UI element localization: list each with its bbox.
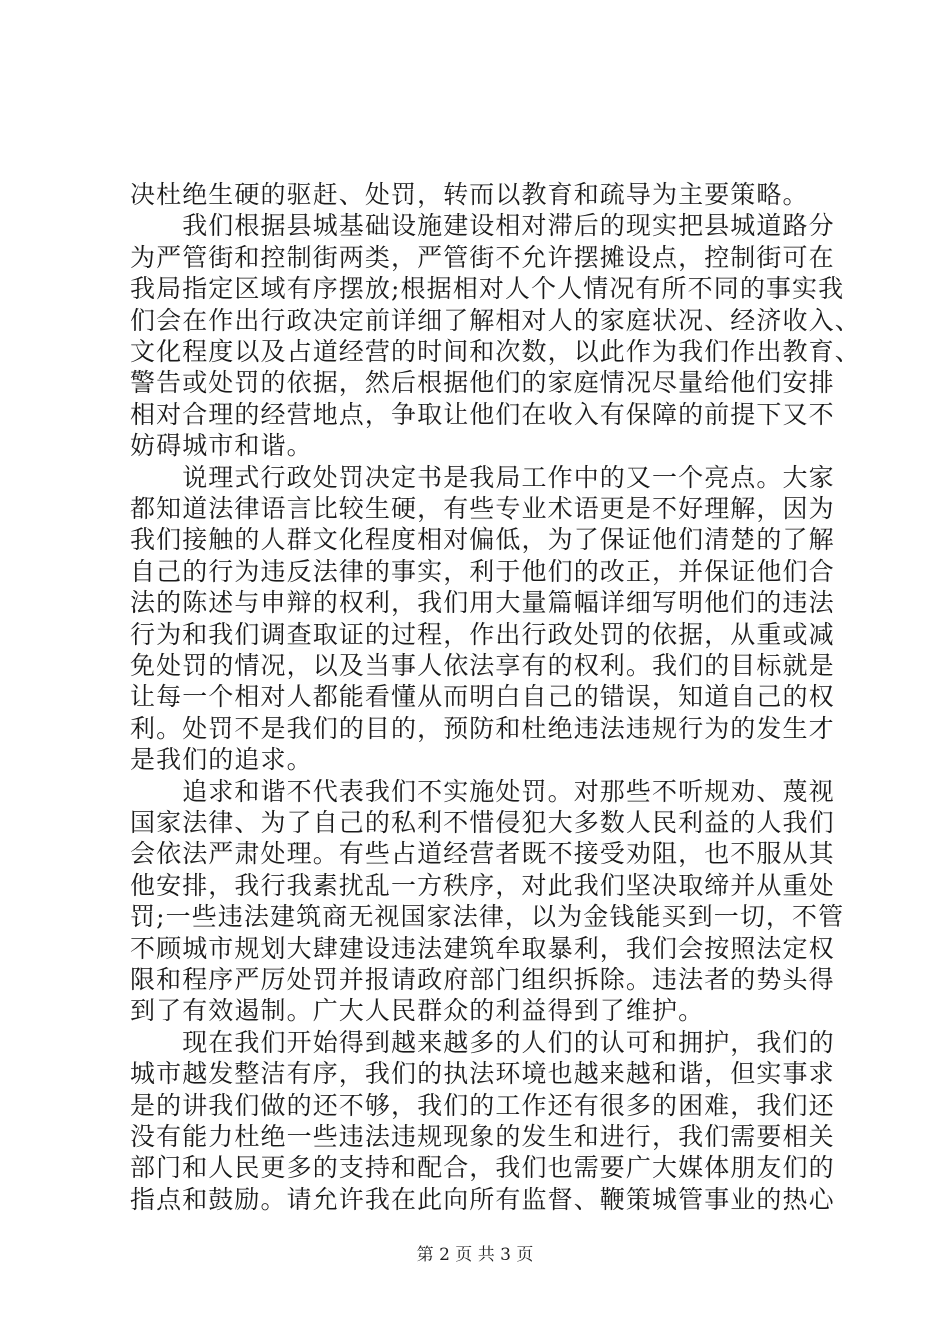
text-line: 警告或处罚的依据，然后根据他们的家庭情况尽量给他们安排	[130, 368, 835, 398]
text-line: 限和程序严厉处罚并报请政府部门组织拆除。违法者的势头得	[130, 965, 835, 994]
text-line: 我们接触的人群文化程度相对偏低，为了保证他们清楚的了解	[130, 525, 835, 555]
page-number-footer: 第 2 页 共 3 页	[416, 1245, 534, 1265]
text-line: 不顾城市规划大肆建设违法建筑牟取暴利，我们会按照法定权	[130, 933, 835, 963]
text-line: 会依法严肃处理。有些占道经营者既不接受劝阻，也不服从其	[130, 839, 835, 869]
text-line: 没有能力杜绝一些违法违规现象的发生和进行，我们需要相关	[130, 1122, 835, 1151]
text-line: 让每一个相对人都能看懂从而明白自己的错误，知道自己的权	[130, 682, 835, 712]
text-line: 部门和人民更多的支持和配合，我们也需要广大媒体朋友们的	[130, 1153, 835, 1183]
text-line: 利。处罚不是我们的目的，预防和杜绝违法违规行为的发生才	[130, 713, 835, 743]
text-line: 妨碍城市和谐。	[130, 431, 313, 461]
text-line: 他安排，我行我素扰乱一方秩序，对此我们坚决取缔并从重处	[130, 870, 835, 900]
text-line: 我们根据县城基础设施建设相对滞后的现实把县城道路分	[130, 211, 835, 241]
text-line: 说理式行政处罚决定书是我局工作中的又一个亮点。大家	[130, 462, 835, 492]
text-line: 是我们的追求。	[130, 745, 313, 775]
text-line: 法的陈述与申辩的权利，我们用大量篇幅详细写明他们的违法	[130, 588, 835, 618]
text-line: 都知道法律语言比较生硬，有些专业术语更是不好理解，因为	[130, 494, 835, 523]
text-line: 决杜绝生硬的驱赶、处罚，转而以教育和疏导为主要策略。	[130, 180, 809, 209]
text-line: 免处罚的情况，以及当事人依法享有的权利。我们的目标就是	[130, 651, 835, 680]
text-line: 国家法律、为了自己的私利不惜侵犯大多数人民利益的人我们	[130, 808, 835, 837]
text-line: 罚;一些违法建筑商无视国家法律，以为金钱能买到一切，不管	[130, 902, 845, 932]
text-line: 我局指定区域有序摆放;根据相对人个人情况有所不同的事实我	[130, 274, 845, 304]
text-line: 为严管街和控制街两类，严管街不允许摆摊设点，控制街可在	[130, 242, 835, 272]
text-line: 到了有效遏制。广大人民群众的利益得到了维护。	[130, 996, 705, 1026]
text-line: 现在我们开始得到越来越多的人们的认可和拥护，我们的	[130, 1027, 835, 1057]
text-line: 自己的行为违反法律的事实，利于他们的改正，并保证他们合	[130, 556, 835, 586]
text-line: 追求和谐不代表我们不实施处罚。对那些不听规劝、蔑视	[130, 776, 835, 806]
text-line: 城市越发整洁有序，我们的执法环境也越来越和谐，但实事求	[130, 1059, 835, 1089]
text-line: 们会在作出行政决定前详细了解相对人的家庭状况、经济收入、	[130, 305, 861, 335]
text-line: 行为和我们调查取证的过程，作出行政处罚的依据，从重或减	[130, 619, 835, 649]
text-line: 相对合理的经营地点，争取让他们在收入有保障的前提下又不	[130, 399, 835, 429]
text-line: 是的讲我们做的还不够，我们的工作还有很多的困难，我们还	[130, 1090, 835, 1120]
text-line: 文化程度以及占道经营的时间和次数，以此作为我们作出教育、	[130, 337, 861, 366]
text-line: 指点和鼓励。请允许我在此向所有监督、鞭策城管事业的热心	[130, 1184, 835, 1214]
